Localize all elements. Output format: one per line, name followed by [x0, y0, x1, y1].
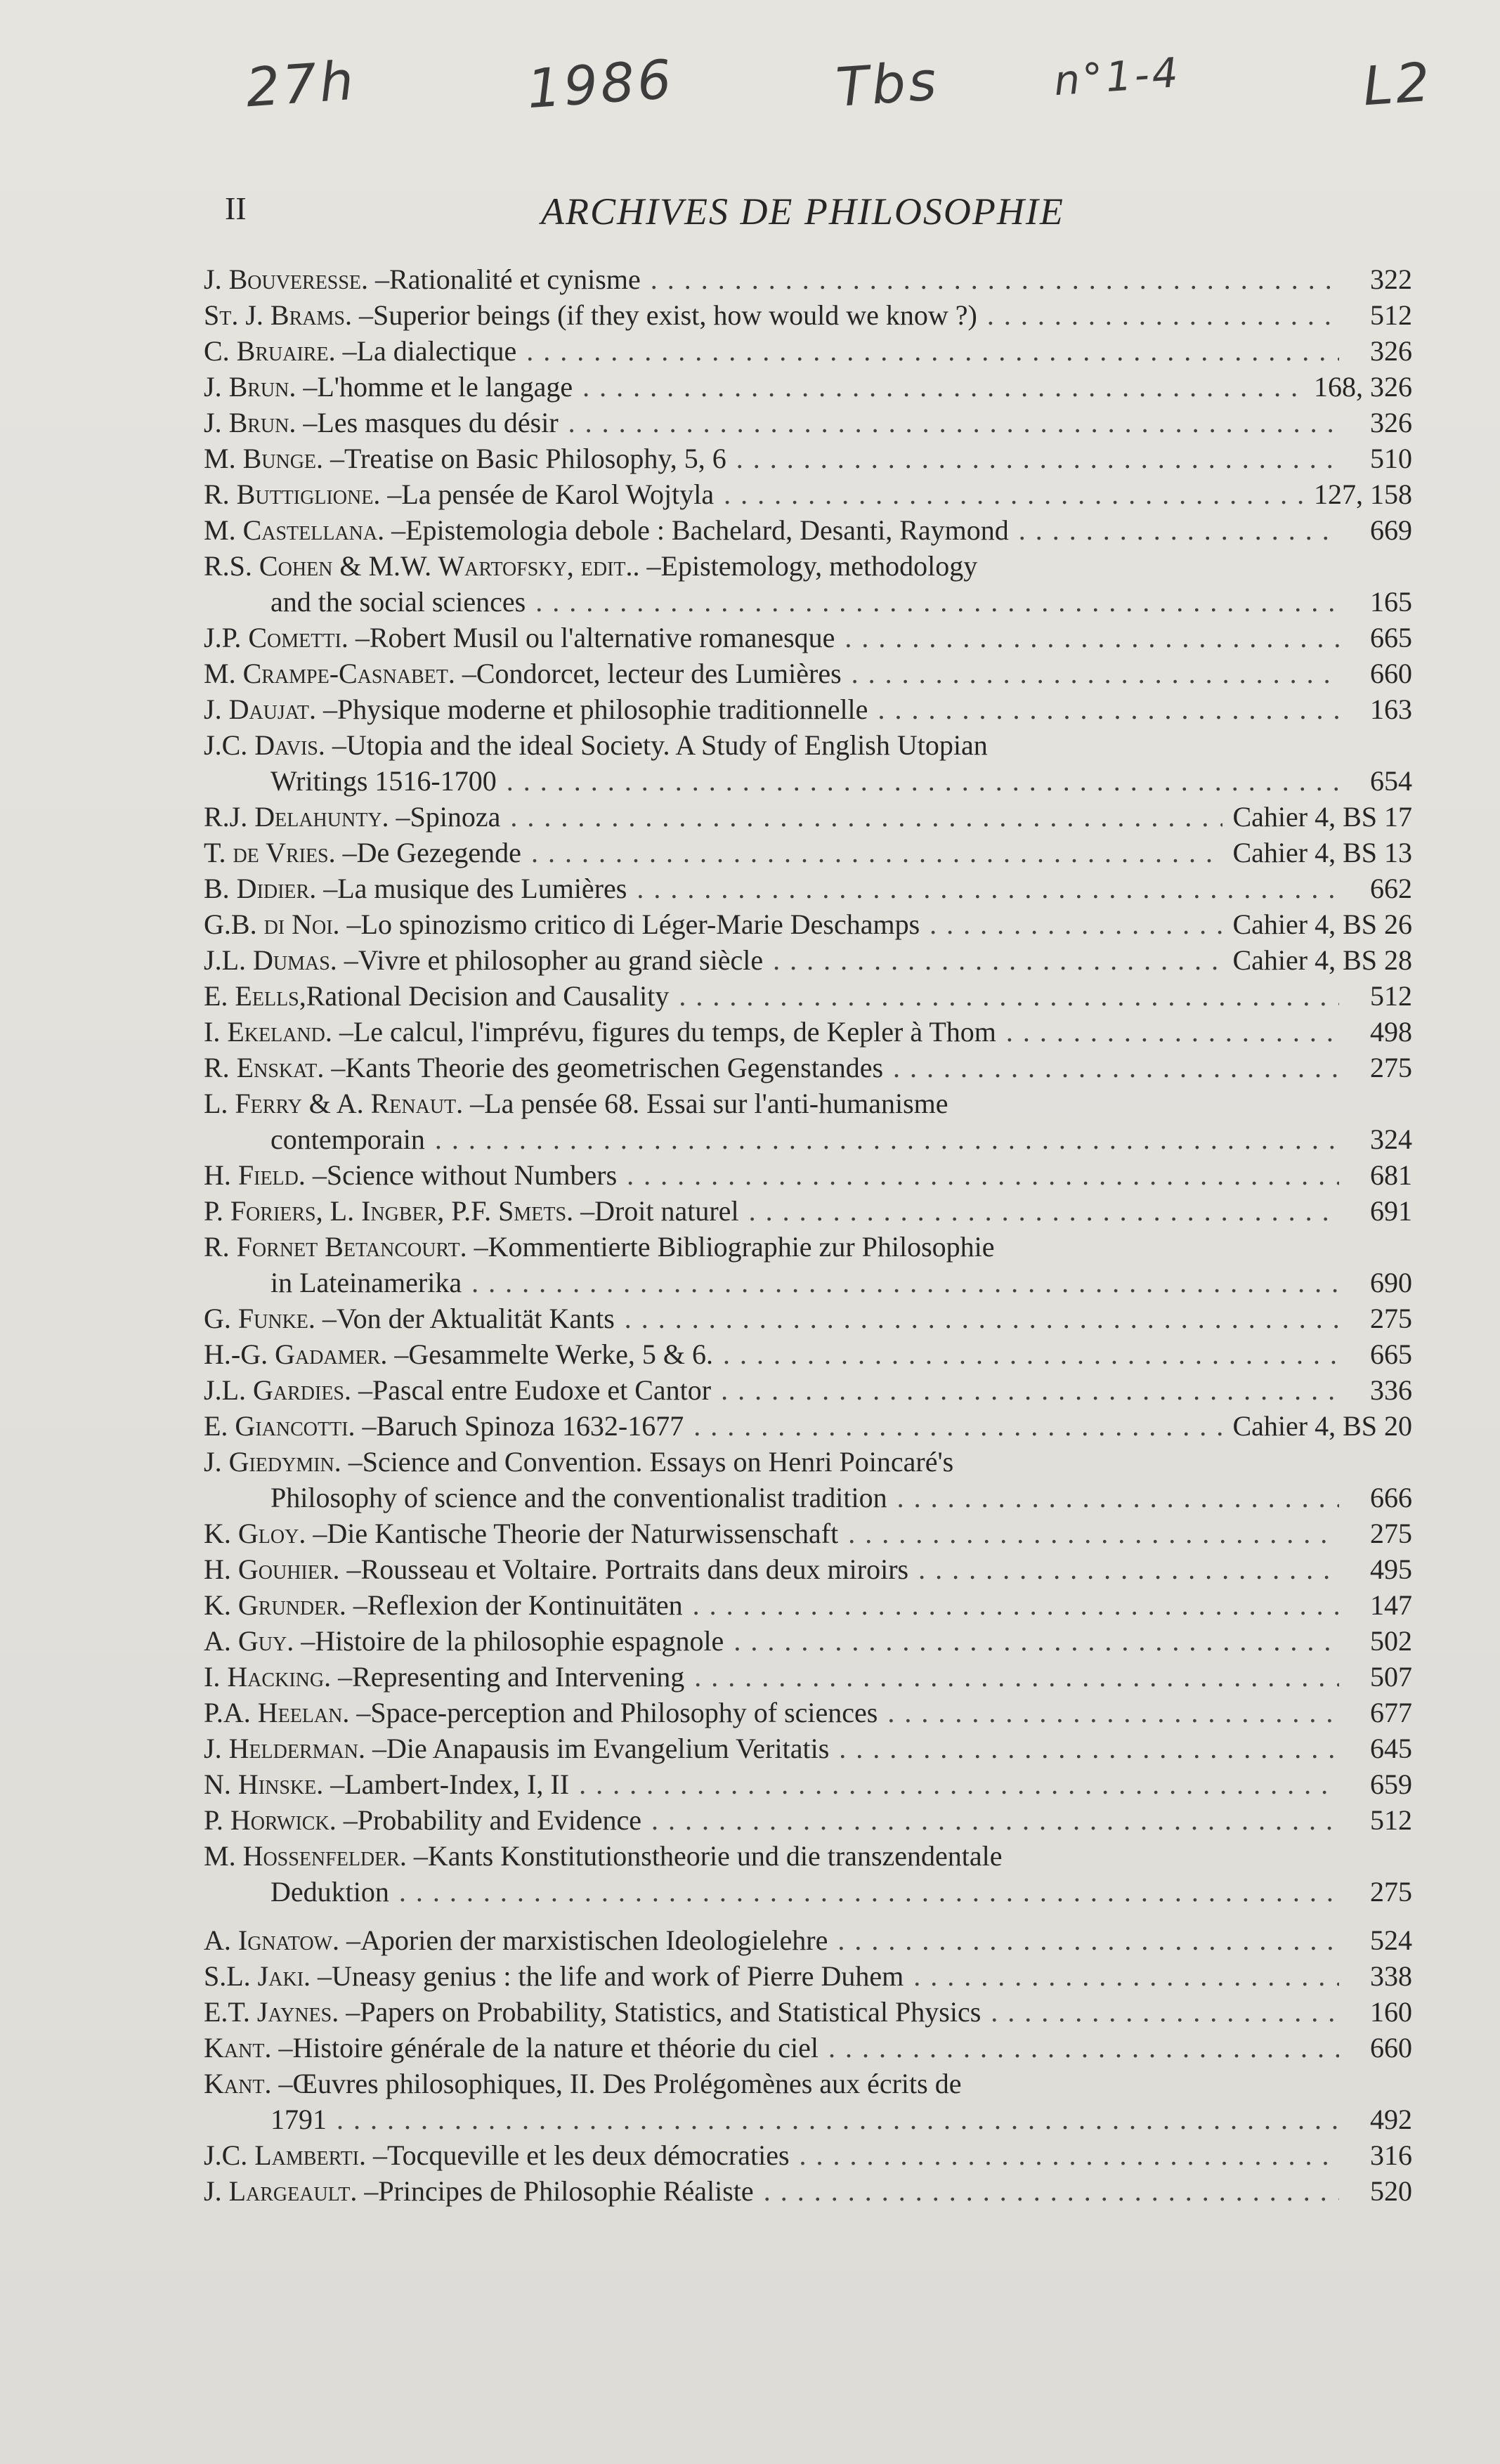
leader-dots	[773, 942, 1222, 978]
leader-dots	[694, 1659, 1339, 1695]
index-entry: M. Crampe-Casnabet . – Condorcet, lecteur des Lumières . . . 660	[204, 656, 1412, 691]
leader-dots	[399, 1874, 1339, 1910]
entry-author: H. Gouhier	[204, 1553, 333, 1585]
leader-dots	[930, 906, 1222, 942]
leader-dots	[625, 1301, 1339, 1336]
entry-author: R. Buttiglione	[204, 478, 374, 510]
entry-author: St. J. Brams	[204, 299, 345, 331]
index-entry: I. Ekeland . – Le calcul, l'imprévu, figures du temps, de Kepler à Thom . . . 498	[204, 1014, 1412, 1050]
index-entry: P. Foriers, L. Ingber, P.F. Smets . – Droit naturel . . . 691	[204, 1193, 1412, 1229]
entry-page-ref: Cahier 4, BS 20	[1232, 1410, 1412, 1442]
entry-title: Droit naturel	[594, 1195, 739, 1227]
index-entry: H.-G. Gadamer . – Gesammelte Werke, 5 & 6. . . . 665	[204, 1336, 1412, 1372]
index-entry: T. de Vries . – De Gezegende . . . Cahier 4, BS 13	[204, 835, 1412, 871]
leader-dots	[733, 1623, 1339, 1659]
entry-author: J.L. Gardies	[204, 1374, 345, 1406]
leader-dots	[852, 656, 1339, 691]
entry-author: J.P. Cometti	[204, 622, 341, 653]
entry-title: Vivre et philosopher au grand siècle	[358, 944, 764, 976]
entry-title: Aporien der marxistischen Ideologielehre	[360, 1924, 828, 1956]
leader-dots	[471, 1265, 1339, 1301]
entry-page-ref: 147	[1370, 1589, 1412, 1621]
entry-author: P. Foriers, L. Ingber, P.F. Smets	[204, 1195, 567, 1227]
entry-page-ref: 512	[1370, 1804, 1412, 1836]
entry-title: Science and Convention. Essays on Henri Poincaré's	[362, 1446, 954, 1478]
entry-title: La pensée de Karol Wojtyla	[401, 478, 715, 510]
index-entry: J.P. Cometti . – Robert Musil ou l'alternative romanesque . . . 665	[204, 620, 1412, 656]
leader-dots	[878, 691, 1339, 727]
entry-page-ref: 168, 326	[1314, 371, 1412, 403]
index-entry: M. Bunge . – Treatise on Basic Philosophy, 5, 6 . . . 510	[204, 441, 1412, 476]
leader-dots	[721, 1372, 1339, 1408]
index-entry: J. Largeault . – Principes de Philosophie Réaliste . . . 520	[204, 2173, 1412, 2209]
index-entry: J.L. Gardies . – Pascal entre Eudoxe et Cantor . . . 336	[204, 1372, 1412, 1408]
entry-title: Spinoza	[410, 801, 501, 833]
entry-title: and the social sciences	[270, 586, 526, 618]
leader-dots	[828, 2030, 1339, 2066]
leader-dots	[736, 441, 1339, 476]
entry-title: La pensée 68. Essai sur l'anti-humanisme	[484, 1088, 948, 1119]
entry-title: Von der Aktualität Kants	[336, 1303, 615, 1334]
entry-title: La musique des Lumières	[337, 873, 627, 904]
entry-author: P. Horwick	[204, 1804, 330, 1836]
entry-title: L'homme et le langage	[317, 371, 573, 403]
index-entry: G. Funke . – Von der Aktualität Kants . . . 275	[204, 1301, 1412, 1336]
entry-page-ref: 336	[1370, 1374, 1412, 1406]
entry-title: Die Kantische Theorie der Naturwissenschaft	[327, 1518, 839, 1549]
index-entry: St. J. Brams . – Superior beings (if they exist, how would we know ?) . . . 512	[204, 297, 1412, 333]
entry-title: in Lateinamerika	[270, 1267, 462, 1298]
entry-page-ref: 326	[1370, 407, 1412, 438]
entry-author: L. Ferry & A. Renaut	[204, 1088, 457, 1119]
index-entry: C. Bruaire . – La dialectique . . . 326	[204, 333, 1412, 369]
leader-dots	[637, 871, 1339, 906]
entry-author: J. Brun	[204, 407, 289, 438]
entry-author: A. Guy	[204, 1625, 287, 1657]
leader-dots	[897, 1480, 1339, 1515]
page-number: II	[225, 190, 247, 226]
entry-page-ref: 163	[1370, 693, 1412, 725]
leader-dots	[693, 1587, 1339, 1623]
handwritten-number: 27h	[244, 48, 358, 119]
leader-dots	[848, 1515, 1339, 1551]
leader-dots	[535, 584, 1339, 620]
entry-title: Papers on Probability, Statistics, and Statistical Physics	[360, 1996, 981, 2028]
leader-dots	[837, 1922, 1339, 1958]
entry-author: T. de Vries	[204, 837, 329, 868]
index-entry: A. Ignatow . – Aporien der marxistischen Ideologielehre . . . 524	[204, 1922, 1412, 1958]
entry-author: R.S. Cohen & M.W. Wartofsky, edit.	[204, 550, 633, 582]
leader-dots	[839, 1730, 1339, 1766]
index-entry: R. Buttiglione . – La pensée de Karol Wojtyla . . . 127, 158	[204, 476, 1412, 512]
entry-title: Rousseau et Voltaire. Portraits dans deux miroirs	[360, 1553, 909, 1585]
leader-dots	[844, 620, 1339, 656]
entry-author: M. Hossenfelder	[204, 1840, 400, 1872]
entry-page-ref: 659	[1370, 1768, 1412, 1800]
index-entry: R. Enskat . – Kants Theorie des geometrischen Gegenstandes . . . 275	[204, 1050, 1412, 1086]
entry-page-ref: 316	[1370, 2139, 1412, 2171]
entry-author: P.A. Heelan	[204, 1697, 343, 1728]
index-entry: J. Brun . – L'homme et le langage . . . 168, 326	[204, 369, 1412, 405]
entry-title: Condorcet, lecteur des Lumières	[476, 658, 842, 689]
entry-page-ref: 666	[1370, 1482, 1412, 1513]
entry-author: M. Castellana	[204, 514, 378, 546]
entry-title: Œuvres philosophiques, II. Des Prolégomènes aux écrits de	[292, 2068, 962, 2099]
entry-author: H. Field	[204, 1159, 299, 1191]
entry-title: Physique moderne et philosophie traditionnelle	[337, 693, 868, 725]
entry-author: J. Largeault	[204, 2175, 351, 2207]
entry-page-ref: Cahier 4, BS 13	[1232, 837, 1412, 868]
handwritten-annotation	[232, 39, 1496, 130]
entry-page-ref: Cahier 4, BS 26	[1232, 908, 1412, 940]
entry-author: I. Ekeland	[204, 1016, 325, 1048]
entry-page-ref: 165	[1370, 586, 1412, 618]
entry-page-ref: 662	[1370, 873, 1412, 904]
entry-title: Kommentierte Bibliographie zur Philosophie	[488, 1231, 995, 1263]
entry-title: Kants Theorie des geometrischen Gegenstandes	[345, 1052, 884, 1083]
handwritten-mark: L2	[1361, 50, 1435, 118]
entry-title: Le calcul, l'imprévu, figures du temps, de Kepler à Thom	[353, 1016, 996, 1048]
leader-dots	[1006, 1014, 1339, 1050]
entry-author: J. Daujat	[204, 693, 310, 725]
handwritten-issue: n°1-4	[1052, 48, 1182, 105]
entry-author: M. Crampe-Casnabet	[204, 658, 448, 689]
entry-author: R.J. Delahunty	[204, 801, 382, 833]
handwritten-code: Tbs	[834, 49, 941, 119]
entry-author: J.C. Davis	[204, 729, 318, 761]
entry-page-ref: 160	[1370, 1996, 1412, 2028]
entry-title: Utopia and the ideal Society. A Study of English Utopian	[346, 729, 988, 761]
entry-title: Philosophy of science and the conventionalist tradition	[270, 1482, 887, 1513]
index-entry: H. Gouhier . – Rousseau et Voltaire. Portraits dans deux miroirs . . . 495	[204, 1551, 1412, 1587]
entry-page-ref: 502	[1370, 1625, 1412, 1657]
entry-author: S.L. Jaki	[204, 1960, 304, 1992]
entry-page-ref: 498	[1370, 1016, 1412, 1048]
entry-page-ref: 520	[1370, 2175, 1412, 2207]
entry-page-ref: 665	[1370, 1338, 1412, 1370]
index-entry: E.T. Jaynes . – Papers on Probability, Statistics, and Statistical Physics . . . 160	[204, 1994, 1412, 2030]
entry-title: Writings 1516-1700	[270, 765, 497, 797]
entry-author: J. Brun	[204, 371, 289, 403]
entry-page-ref: 275	[1370, 1303, 1412, 1334]
entry-title: Space-perception and Philosophy of sciences	[370, 1697, 878, 1728]
entry-title: Deduktion	[270, 1876, 389, 1908]
entry-author: Kant	[204, 2068, 265, 2099]
leader-dots	[582, 369, 1304, 405]
entry-title: Rationalité et cynisme	[389, 263, 641, 295]
entry-title: De Gezegende	[356, 837, 521, 868]
index-entry: J. Bouveresse . – Rationalité et cynisme . . . 322	[204, 261, 1412, 297]
index-entry: P.A. Heelan . – Space-perception and Philosophy of sciences . . . 677	[204, 1695, 1412, 1730]
entry-author: A. Ignatow	[204, 1924, 333, 1956]
entry-title: Reflexion der Kontinuitäten	[367, 1589, 683, 1621]
entry-author: M. Bunge	[204, 443, 317, 474]
entry-page-ref: 492	[1370, 2104, 1412, 2135]
entry-author: E. Eells	[204, 980, 299, 1012]
entry-title: Rational Decision and Causality	[306, 980, 670, 1012]
entry-title: 1791	[270, 2104, 327, 2135]
entry-title: Principes de Philosophie Réaliste	[378, 2175, 754, 2207]
entry-page-ref: 512	[1370, 980, 1412, 1012]
entry-page-ref: 275	[1370, 1518, 1412, 1549]
entry-author: K. Gloy	[204, 1518, 299, 1549]
entry-title: Gesammelte Werke, 5 & 6.	[408, 1338, 714, 1370]
entry-author: K. Grunder	[204, 1589, 339, 1621]
entry-title: Baruch Spinoza 1632-1677	[376, 1410, 684, 1442]
entry-page-ref: 669	[1370, 514, 1412, 546]
entry-author: Kant	[204, 2032, 265, 2064]
index-entry: J. Giedymin . – Science and Convention. Essays on Henri Poincaré's Philosophy of science and the conventionalist tradition . . . 666	[204, 1444, 1412, 1515]
entry-page-ref: 275	[1370, 1052, 1412, 1083]
index-entry: N. Hinske . – Lambert-Index, I, II . . . 659	[204, 1766, 1412, 1802]
leader-dots	[510, 799, 1222, 835]
entry-page-ref: 665	[1370, 622, 1412, 653]
entry-title: Robert Musil ou l'alternative romanesque	[369, 622, 835, 653]
entry-title: Tocqueville et les deux démocraties	[387, 2139, 790, 2171]
entry-page-ref: 338	[1370, 1960, 1412, 1992]
entry-title: Probability and Evidence	[357, 1804, 642, 1836]
entry-author: J.C. Lamberti	[204, 2139, 359, 2171]
index-entry: J. Helderman . – Die Anapausis im Evangelium Veritatis . . . 645	[204, 1730, 1412, 1766]
leader-dots	[337, 2101, 1339, 2137]
leader-dots	[507, 763, 1339, 799]
entry-title: contemporain	[270, 1123, 425, 1155]
entry-page-ref: 507	[1370, 1661, 1412, 1693]
leader-dots	[693, 1408, 1222, 1444]
entry-title: Epistemology, methodology	[660, 550, 978, 582]
entry-page-ref: 660	[1370, 2032, 1412, 2064]
entry-author: N. Hinske	[204, 1768, 317, 1800]
journal-title: ARCHIVES DE PHILOSOPHIE	[541, 190, 1064, 233]
entry-author: I. Hacking	[204, 1661, 325, 1693]
leader-dots	[435, 1121, 1339, 1157]
entry-page-ref: 660	[1370, 658, 1412, 689]
entry-page-ref: 512	[1370, 299, 1412, 331]
entry-title: Lo spinozismo critico di Léger-Marie Deschamps	[360, 908, 920, 940]
entry-title: Treatise on Basic Philosophy, 5, 6	[344, 443, 726, 474]
index-entry: J. Brun . – Les masques du désir . . . 326	[204, 405, 1412, 441]
entry-author: G.B. di Noi	[204, 908, 333, 940]
index-entry: Kant . – Histoire générale de la nature et théorie du ciel . . . 660	[204, 2030, 1412, 2066]
entry-page-ref: 677	[1370, 1697, 1412, 1728]
leader-dots	[531, 835, 1223, 871]
entry-author: J. Bouveresse	[204, 263, 362, 295]
leader-dots	[749, 1193, 1339, 1229]
leader-dots	[679, 978, 1339, 1014]
entry-title: Lambert-Index, I, II	[344, 1768, 570, 1800]
entry-page-ref: 275	[1370, 1876, 1412, 1908]
index-entry: I. Hacking . – Representing and Intervening . . . 507	[204, 1659, 1412, 1695]
index-entry: R. Fornet Betancourt . – Kommentierte Bibliographie zur Philosophie in Lateinamerika . . . 690	[204, 1229, 1412, 1301]
index-entry: E. Giancotti . – Baruch Spinoza 1632-1677 . . . Cahier 4, BS 20	[204, 1408, 1412, 1444]
entry-author: R. Fornet Betancourt	[204, 1231, 460, 1263]
entry-page-ref: 324	[1370, 1123, 1412, 1155]
entry-title: La dialectique	[356, 335, 517, 367]
entry-author: R. Enskat	[204, 1052, 318, 1083]
index-entry: M. Hossenfelder . – Kants Konstitutionstheorie und die transzendentale Deduktion . . . 275	[204, 1838, 1412, 1910]
leader-dots	[987, 297, 1339, 333]
index-entry: K. Gloy . – Die Kantische Theorie der Naturwissenschaft . . . 275	[204, 1515, 1412, 1551]
leader-dots	[651, 1802, 1339, 1838]
entry-title: Kants Konstitutionstheorie und die transzendentale	[427, 1840, 1003, 1872]
index-entry: J.L. Dumas . – Vivre et philosopher au grand siècle . . . Cahier 4, BS 28	[204, 942, 1412, 978]
index-entry: A. Guy . – Histoire de la philosophie espagnole . . . 502	[204, 1623, 1412, 1659]
index-entry: M. Castellana . – Epistemologia debole : Bachelard, Desanti, Raymond . . . 669	[204, 512, 1412, 548]
index-entry: J. Daujat . – Physique moderne et philosophie traditionnelle . . . 163	[204, 691, 1412, 727]
entry-author: C. Bruaire	[204, 335, 329, 367]
review-index-list	[204, 261, 1412, 2209]
entry-author: E.T. Jaynes	[204, 1996, 332, 2028]
entry-title: Die Anapausis im Evangelium Veritatis	[386, 1733, 830, 1764]
index-entry: P. Horwick . – Probability and Evidence . . . 512	[204, 1802, 1412, 1838]
index-entry: Kant . – Œuvres philosophiques, II. Des Prolégomènes aux écrits de 1791 . . . 492	[204, 2066, 1412, 2137]
index-entry: L. Ferry & A. Renaut . – La pensée 68. Essai sur l'anti-humanisme contemporain . . . 324	[204, 1086, 1412, 1157]
entry-author: J.L. Dumas	[204, 944, 330, 976]
entry-title: Representing and Intervening	[352, 1661, 685, 1693]
leader-dots	[724, 476, 1304, 512]
index-entry: E. Eells , Rational Decision and Causality . . . 512	[204, 978, 1412, 1014]
entry-page-ref: 691	[1370, 1195, 1412, 1227]
leader-dots	[579, 1766, 1339, 1802]
entry-page-ref: 524	[1370, 1924, 1412, 1956]
entry-author: J. Giedymin	[204, 1446, 334, 1478]
leader-dots	[991, 1994, 1339, 2030]
entry-title: Superior beings (if they exist, how would we know ?)	[372, 299, 977, 331]
index-entry: B. Didier . – La musique des Lumières . . . 662	[204, 871, 1412, 906]
entry-title: Science without Numbers	[326, 1159, 618, 1191]
leader-dots	[887, 1695, 1339, 1730]
leader-dots	[1019, 512, 1339, 548]
leader-dots	[764, 2173, 1339, 2209]
index-entry: S.L. Jaki . – Uneasy genius : the life and work of Pierre Duhem . . . 338	[204, 1958, 1412, 1994]
entry-title: Uneasy genius : the life and work of Pierre Duhem	[332, 1960, 904, 1992]
entry-title: Pascal entre Eudoxe et Cantor	[372, 1374, 712, 1406]
entry-page-ref: 326	[1370, 335, 1412, 367]
entry-author: G. Funke	[204, 1303, 308, 1334]
entry-author: B. Didier	[204, 873, 310, 904]
index-entry: J.C. Lamberti . – Tocqueville et les deux démocraties . . . 316	[204, 2137, 1412, 2173]
entry-page-ref: 654	[1370, 765, 1412, 797]
entry-page-ref: Cahier 4, BS 17	[1232, 801, 1412, 833]
leader-dots	[651, 261, 1339, 297]
index-entry: R.J. Delahunty . – Spinoza . . . Cahier 4, BS 17	[204, 799, 1412, 835]
leader-dots	[893, 1050, 1339, 1086]
index-entry: K. Grunder . – Reflexion der Kontinuitäten . . . 147	[204, 1587, 1412, 1623]
leader-dots	[723, 1336, 1339, 1372]
entry-author: J. Helderman	[204, 1733, 358, 1764]
entry-page-ref: 127, 158	[1314, 478, 1412, 510]
index-entry: H. Field . – Science without Numbers . . . 681	[204, 1157, 1412, 1193]
leader-dots	[568, 405, 1339, 441]
entry-title: Histoire de la philosophie espagnole	[315, 1625, 724, 1657]
leader-dots	[627, 1157, 1339, 1193]
leader-dots	[800, 2137, 1339, 2173]
handwritten-year: 1986	[525, 47, 677, 121]
page-header	[225, 190, 1412, 239]
entry-title: Les masques du désir	[317, 407, 559, 438]
entry-page-ref: 495	[1370, 1553, 1412, 1585]
entry-author: H.-G. Gadamer	[204, 1338, 381, 1370]
entry-title: Epistemologia debole : Bachelard, Desanti, Raymond	[405, 514, 1009, 546]
index-entry: J.C. Davis . – Utopia and the ideal Society. A Study of English Utopian Writings 1516-1700 . . . 654	[204, 727, 1412, 799]
index-entry: R.S. Cohen & M.W. Wartofsky, edit. . – Epistemology, methodology and the social sciences . . . 165	[204, 548, 1412, 620]
entry-title: Histoire générale de la nature et théorie du ciel	[292, 2032, 819, 2064]
leader-dots	[526, 333, 1339, 369]
leader-dots	[918, 1551, 1339, 1587]
index-entry: G.B. di Noi . – Lo spinozismo critico di Léger-Marie Deschamps . . . Cahier 4, BS 26	[204, 906, 1412, 942]
leader-dots	[913, 1958, 1339, 1994]
entry-page-ref: 690	[1370, 1267, 1412, 1298]
entry-page-ref: 681	[1370, 1159, 1412, 1191]
entry-page-ref: Cahier 4, BS 28	[1232, 944, 1412, 976]
entry-page-ref: 645	[1370, 1733, 1412, 1764]
entry-author: E. Giancotti	[204, 1410, 348, 1442]
entry-page-ref: 510	[1370, 443, 1412, 474]
entry-page-ref: 322	[1370, 263, 1412, 295]
